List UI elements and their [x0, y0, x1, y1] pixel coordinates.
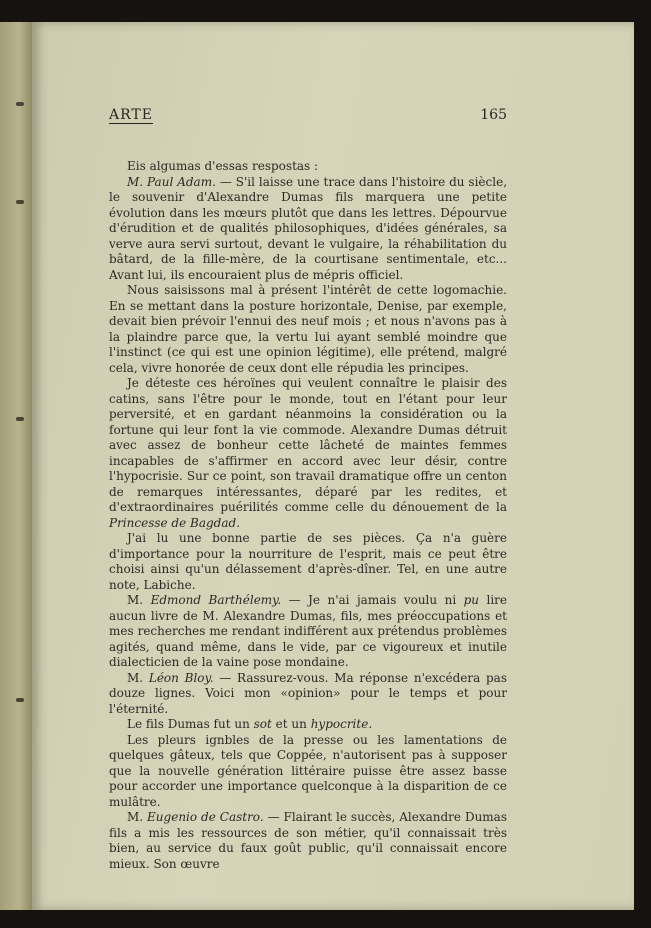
paragraph [109, 717, 507, 733]
left-page-edge [0, 22, 33, 910]
paragraph-text: lire aucun livre de M. Alexandre Dumas, fils, mes préoccupations et mes recherches me rendant indifférent aux prétendus problèmes agités, quand même, dans le vide, par ce vigoureux et inutile dialecticien de la vaine pose mondaine. [109, 593, 508, 669]
speaker-name: M. Paul Adam. [127, 174, 216, 189]
paragraph [109, 671, 507, 718]
paragraph [109, 283, 507, 376]
speaker-prefix: M. [127, 810, 148, 824]
emphasis: pu [463, 593, 480, 607]
binding-mark [16, 698, 24, 702]
paragraph-text: J'ai lu une bonne partie de ses pièces. Ça n'a guère d'importance pour la nourriture de l'esprit, mais ce peut être choisi ainsi qu'un délassement d'après-dîner. Tel, en une autre note, Labiche. [109, 531, 507, 592]
paragraph-text: Nous saisissons mal à présent l'intérêt de cette logomachie. En se mettant dans la posture horizontale, Denise, par exemple, devait bien prévoir l'ennui des neuf mois ; et nous n'avons pas à la plaindre parce que, la vertu lui ayant semblé moindre que l'instinct (ce qui est une opinion légitime), elle prétend, malgré cela, vivre honorée de ceux dont elle répudia les principes. [109, 283, 507, 375]
body-text [109, 159, 507, 872]
binding-mark [16, 102, 24, 106]
book-page [32, 22, 634, 910]
paragraph-text: — Je n'ai jamais voulu ni [281, 593, 464, 607]
page-number: 165 [480, 107, 507, 123]
emphasis: hypocrite. [310, 717, 373, 731]
paragraph [109, 376, 507, 531]
paragraph-text: — S'il laisse une trace dans l'histoire du siècle, le souvenir d'Alexandre Dumas fils marquera une petite évolution dans les mœurs plutôt que dans les lettres. Dépourvue d'érudition et de qualités philosophiques, d'idées générales, sa verve aura servi surtout, devant le vulgaire, la réhabilitation du bâtard, de la fille-mère, de la courtisane sentimentale, etc... Avant lui, ils encouraient plus de mépris officiel. [109, 174, 508, 282]
paragraph-text: — Flairant le succès, Alexandre Dumas fils a mis les ressources de son métier, qu'il connaissait très bien, au service du faux goût public, qu'il connaissait encore mieux. Son œuvre [109, 810, 507, 871]
binding-mark [16, 417, 24, 421]
paragraph-text: — Rassurez-vous. Ma réponse n'excédera pas douze lignes. Voici mon «opinion» pour le temps et pour l'éternité. [109, 670, 507, 716]
binding-mark [16, 200, 24, 204]
running-title: ARTE [109, 107, 153, 123]
speaker-name: Léon Bloy. [148, 670, 214, 685]
page-header [109, 107, 507, 127]
emphasis: sot [253, 717, 272, 731]
paragraph-text: et un [271, 717, 311, 731]
paragraph [109, 159, 507, 175]
paragraph-text: Le fils Dumas fut un [127, 717, 254, 731]
paragraph [109, 810, 507, 872]
paragraph-text: Je déteste ces héroïnes qui veulent connaître le plaisir des catins, sans l'être pour le monde, tout en l'étant pour leur perversité, et en gardant néanmoins la considération ou la fortune qui leur font la vie commode. Alexandre Dumas détruit avec assez de bonheur cette lâcheté de maintes femmes incapables de s'affirmer en accord avec leur désir, contre l'hypocrisie. Sur ce point, son travail dramatique offre un centon de remarques intéressantes, déparé par les redites, et d'extraordinaires puérilités comme celle du dénouement de la [109, 376, 507, 514]
paragraph-text: Les pleurs ignbles de la presse ou les lamentations de quelques gâteux, tels que Coppée, n'autorisent pas à supposer que la nouvelle génération littéraire puisse être assez basse pour accorder une importance quelconque à la disparition de ce mulâtre. [109, 732, 507, 809]
work-title: Princesse de Bagdad. [109, 515, 241, 530]
paragraph [109, 175, 507, 284]
speaker-prefix: M. [127, 670, 149, 685]
speaker-name: Eugenio de Castro. [147, 810, 264, 824]
paragraph [109, 593, 507, 671]
speaker-prefix: M. [127, 593, 151, 607]
speaker-name: Edmond Barthélemy. [150, 593, 282, 607]
paragraph [109, 531, 507, 593]
paragraph [109, 733, 507, 811]
paragraph-text: Eis algumas d'essas respostas : [127, 159, 319, 173]
